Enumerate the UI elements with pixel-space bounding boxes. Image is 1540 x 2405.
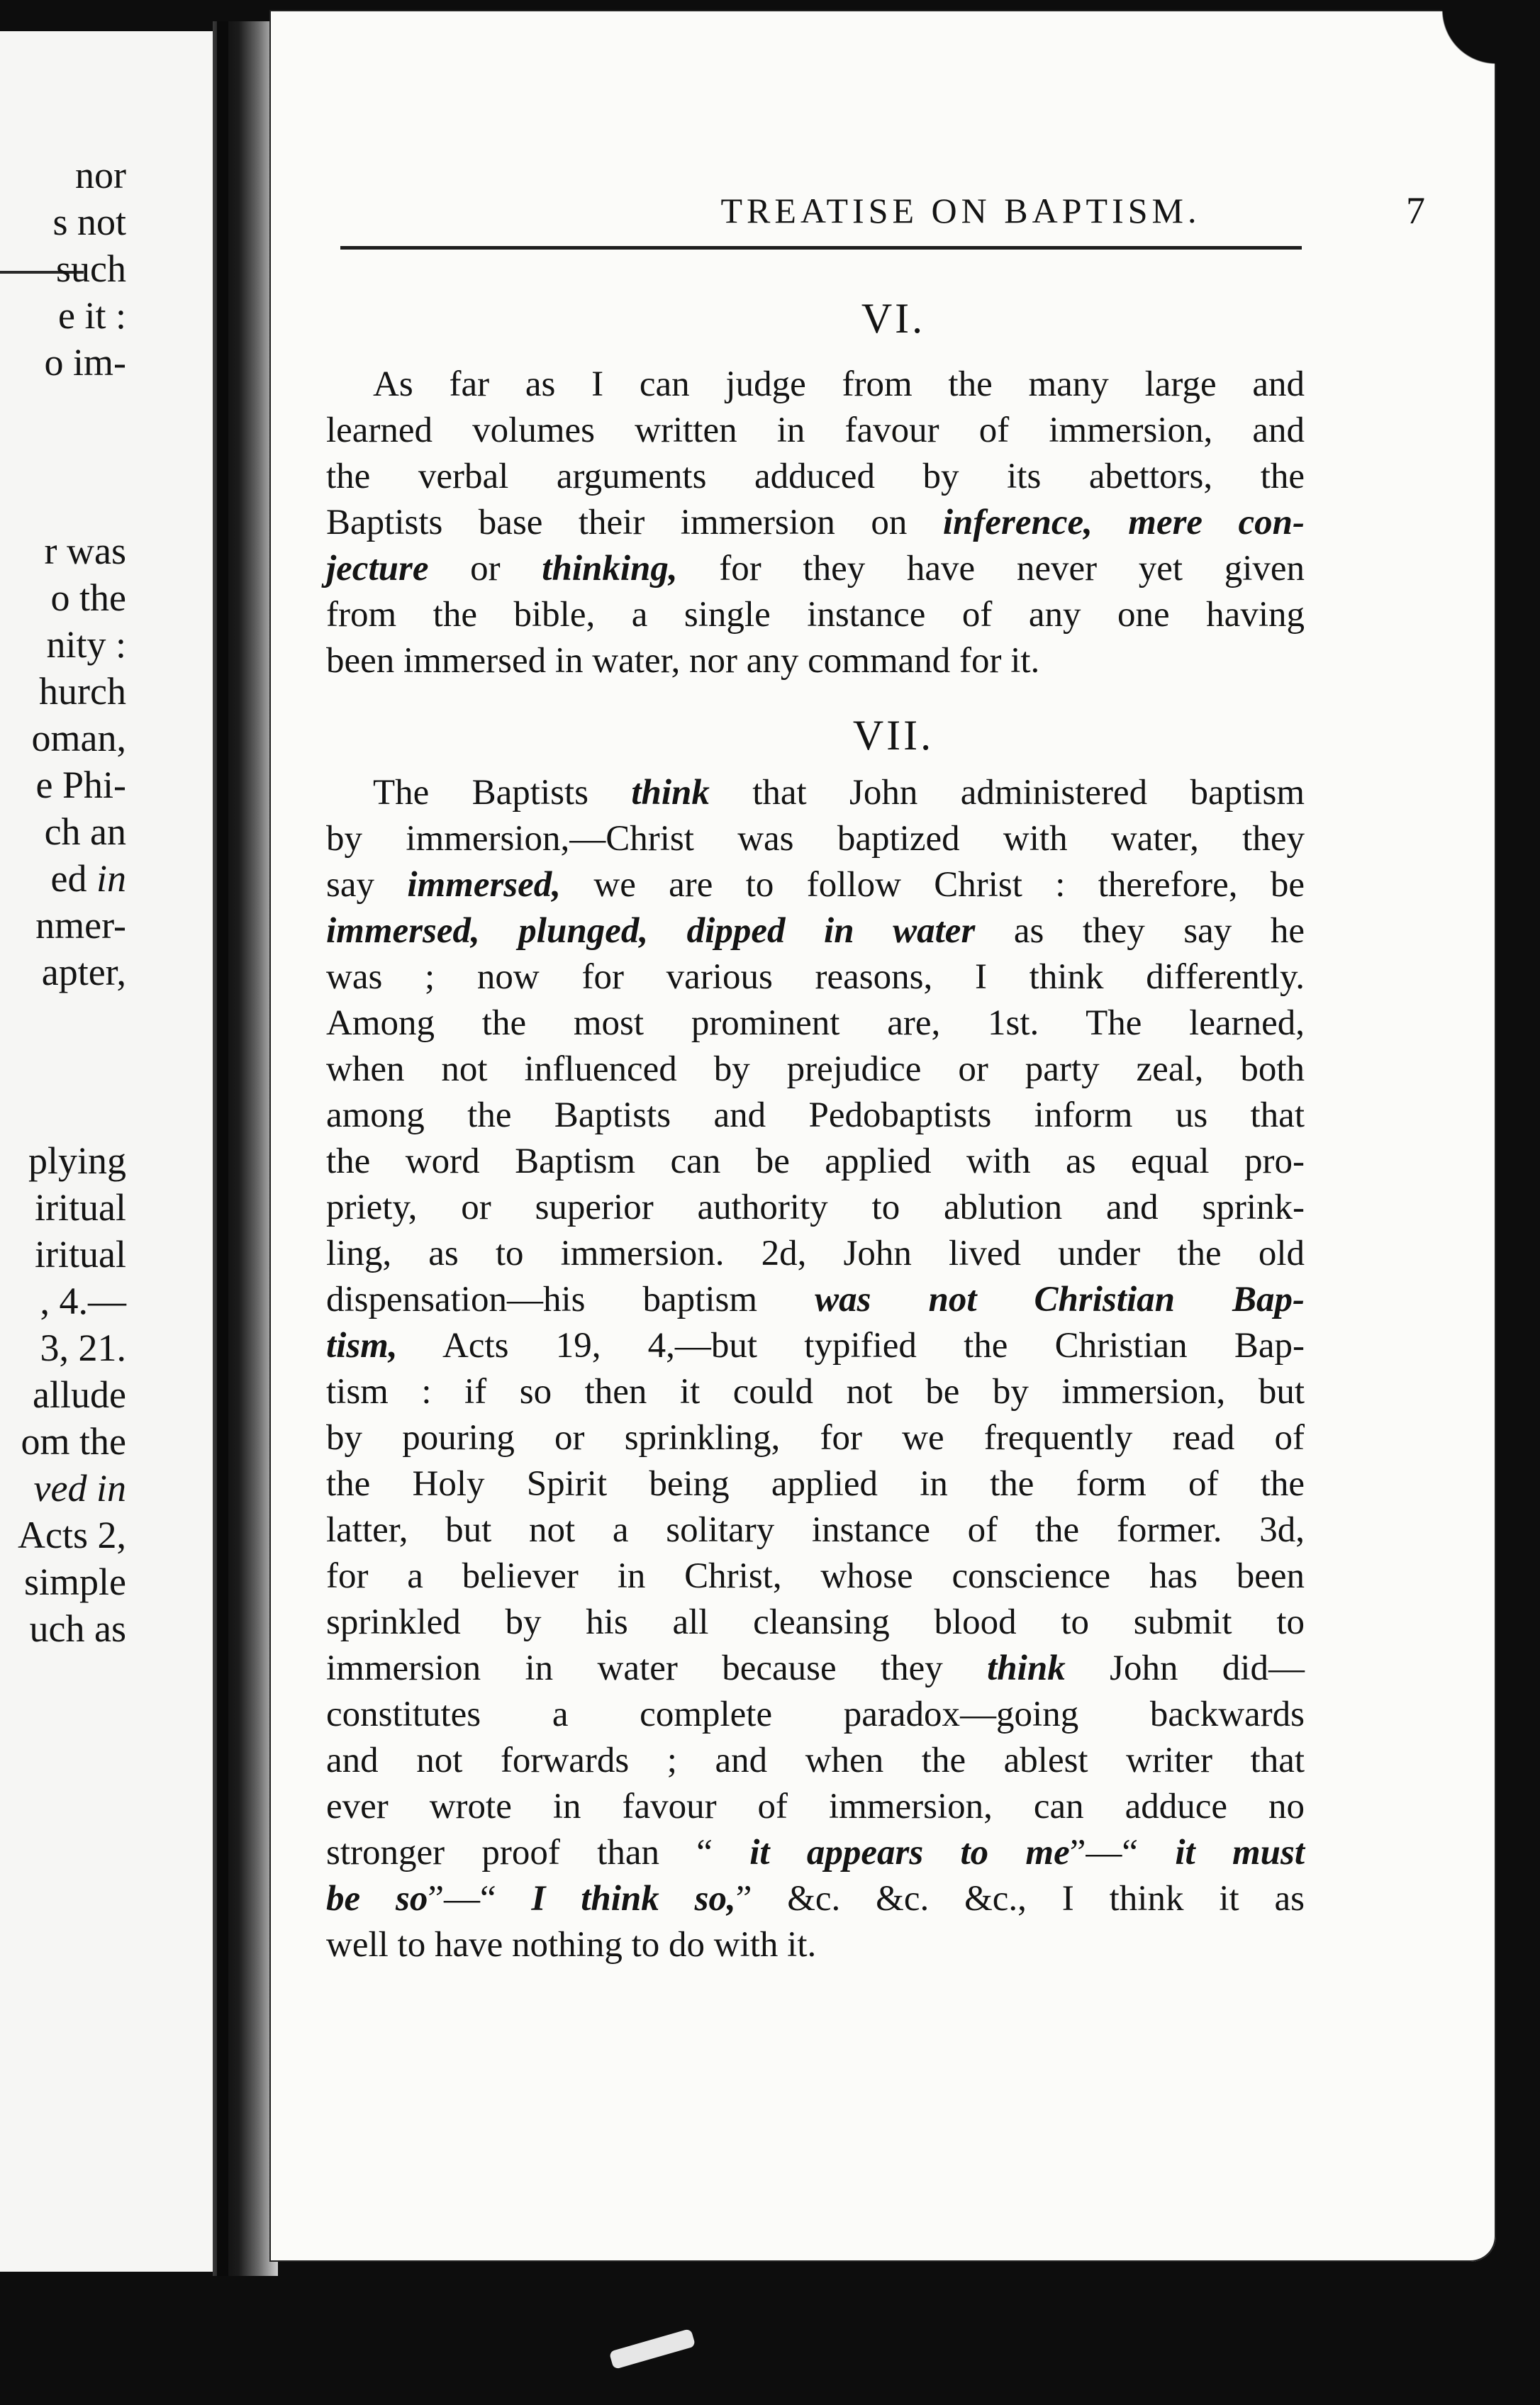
left-page-fragment: allude bbox=[33, 1373, 126, 1416]
text-line: constitutes a complete paradox—going backwards bbox=[326, 1695, 1305, 1734]
text-line: say immersed, we are to follow Christ : therefore, be bbox=[326, 865, 1305, 905]
running-head-title: TREATISE ON BAPTISM. bbox=[720, 191, 1201, 230]
left-page-fragment: iritual bbox=[35, 1233, 126, 1276]
right-page bbox=[269, 10, 1496, 2262]
bottom-binding-shadow bbox=[0, 2276, 1540, 2405]
text-line: when not influenced by prejudice or party zeal, both bbox=[326, 1049, 1305, 1089]
text-line: was ; now for various reasons, I think differently. bbox=[326, 957, 1305, 997]
text-line: The Baptists think that John administered baptism bbox=[373, 773, 1305, 813]
left-page-fragment: o the bbox=[50, 576, 126, 619]
left-page-fragment: hurch bbox=[39, 670, 126, 713]
running-head bbox=[567, 186, 1446, 242]
left-page-fragment: such bbox=[56, 247, 126, 290]
text-line: stronger proof than “ it appears to me”—“ it must bbox=[326, 1833, 1305, 1873]
left-page-fragment: nmer- bbox=[35, 904, 126, 947]
text-line: As far as I can judge from the many large and bbox=[373, 364, 1305, 404]
text-line: ever wrote in favour of immersion, can adduce no bbox=[326, 1787, 1305, 1826]
left-page-fragment: s not bbox=[52, 201, 126, 243]
text-line: latter, but not a solitary instance of the former. 3d, bbox=[326, 1510, 1305, 1550]
left-page-fragment: e Phi- bbox=[35, 764, 126, 806]
left-page-fragment: Acts 2, bbox=[18, 1514, 126, 1556]
text-line: the verbal arguments adduced by its abettors, the bbox=[326, 457, 1305, 496]
left-page-fragment: uch as bbox=[29, 1607, 126, 1650]
page-number: 7 bbox=[1406, 189, 1425, 232]
text-line: learned volumes written in favour of immersion, and bbox=[326, 411, 1305, 450]
text-line: by pouring or sprinkling, for we frequently read of bbox=[326, 1418, 1305, 1458]
left-facing-page bbox=[0, 31, 225, 2272]
text-line: the word Baptism can be applied with as equal pro- bbox=[326, 1142, 1305, 1181]
text-line: tism : if so then it could not be by immersion, but bbox=[326, 1372, 1305, 1412]
text-line: immersion in water because they think John did— bbox=[326, 1648, 1305, 1688]
text-line: been immersed in water, nor any command for it. bbox=[326, 641, 1040, 681]
worn-page-corner bbox=[1397, 10, 1496, 74]
text-line: priety, or superior authority to ablution and sprink- bbox=[326, 1188, 1305, 1227]
left-page-fragment: e it : bbox=[58, 294, 126, 337]
left-page-fragment: 3, 21. bbox=[40, 1327, 126, 1369]
left-page-fragment: r was bbox=[44, 530, 126, 572]
text-line: from the bible, a single instance of any one having bbox=[326, 595, 1305, 635]
text-line: the Holy Spirit being applied in the form of the bbox=[326, 1464, 1305, 1504]
text-line: among the Baptists and Pedobaptists inform us that bbox=[326, 1095, 1305, 1135]
text-line: immersed, plunged, dipped in water as they say he bbox=[326, 911, 1305, 951]
left-page-fragment: iritual bbox=[35, 1186, 126, 1229]
text-line: Baptists base their immersion on inference, mere con- bbox=[326, 503, 1305, 542]
gutter-shadow-line bbox=[217, 21, 228, 2290]
left-page-fragment: ed in bbox=[50, 857, 126, 900]
left-page-fragment: ved in bbox=[33, 1467, 126, 1510]
running-head-rule bbox=[340, 246, 1302, 250]
left-page-fragment: simple bbox=[24, 1561, 126, 1603]
left-page-fragment: nor bbox=[75, 154, 126, 196]
left-page-fragment: om the bbox=[21, 1420, 126, 1463]
section-number-vii: VII. bbox=[852, 712, 934, 759]
left-page-fragment: oman, bbox=[31, 717, 126, 759]
section-vi-paragraph bbox=[326, 362, 1305, 684]
left-page-fragment: ch an bbox=[44, 810, 126, 853]
text-line: jecture or thinking, for they have never yet given bbox=[326, 549, 1305, 588]
left-page-fragment: nity : bbox=[46, 623, 126, 666]
text-line: and not forwards ; and when the ablest writer that bbox=[326, 1741, 1305, 1780]
text-line: for a believer in Christ, whose conscience has been bbox=[326, 1556, 1305, 1596]
left-page-fragment: apter, bbox=[41, 951, 126, 993]
text-line: well to have nothing to do with it. bbox=[326, 1925, 817, 1965]
section-number-vi: VI. bbox=[861, 295, 926, 342]
text-line: dispensation—his baptism was not Christian Bap- bbox=[326, 1280, 1305, 1319]
left-page-fragment: , 4.— bbox=[40, 1280, 126, 1322]
section-vii-paragraph bbox=[326, 770, 1305, 1968]
text-line: be so”—“ I think so,” &c. &c. &c., I think it as bbox=[326, 1879, 1305, 1919]
text-line: by immersion,—Christ was baptized with water, they bbox=[326, 819, 1305, 859]
text-line: tism, Acts 19, 4,—but typified the Christian Bap- bbox=[326, 1326, 1305, 1366]
left-page-fragment: o im- bbox=[44, 341, 126, 384]
text-line: sprinkled by his all cleansing blood to submit to bbox=[326, 1602, 1305, 1642]
left-page-fragment: plying bbox=[28, 1139, 126, 1182]
text-line: Among the most prominent are, 1st. The learned, bbox=[326, 1003, 1305, 1043]
text-line: ling, as to immersion. 2d, John lived under the old bbox=[326, 1234, 1305, 1273]
